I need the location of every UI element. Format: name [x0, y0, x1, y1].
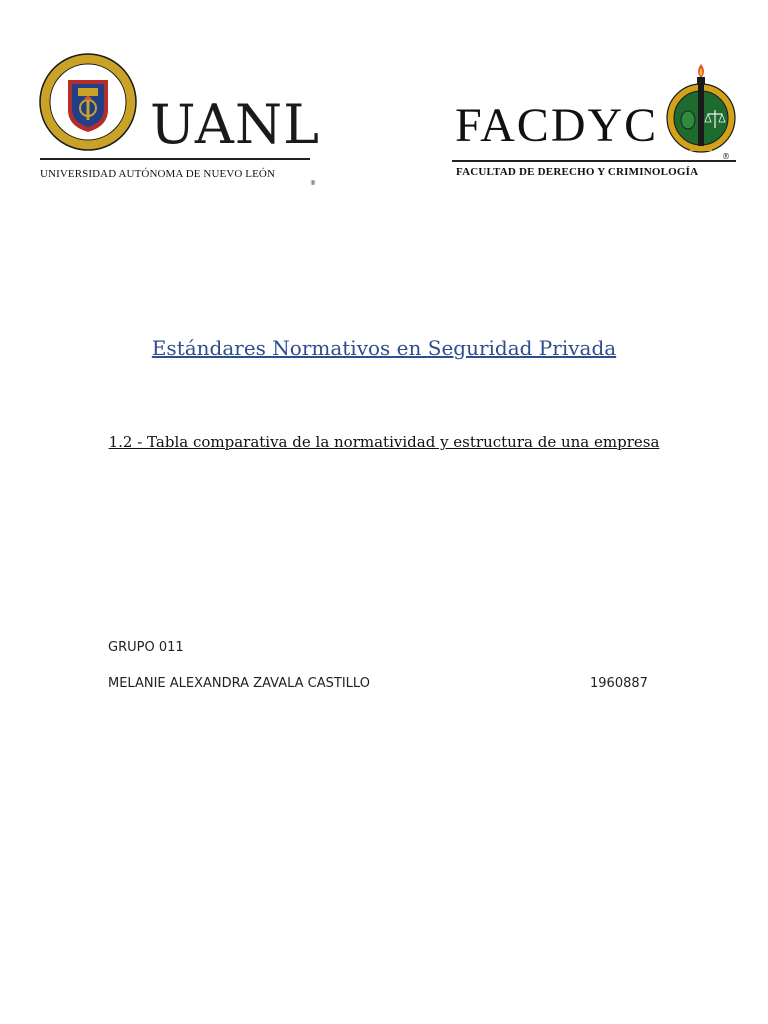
facdyc-registered-mark: ® [722, 152, 730, 161]
uanl-registered-mark: ® [310, 180, 316, 187]
student-id: 1960887 [590, 676, 648, 691]
facdyc-wordmark: FACDYC [455, 99, 659, 152]
document-title: Estándares Normativos en Seguridad Privada [151, 336, 617, 360]
uanl-subtitle: UNIVERSIDAD AUTÓNOMA DE NUEVO LEÓN [40, 168, 275, 180]
group-label: GRUPO 011 [108, 640, 184, 655]
facdyc-seal-icon [664, 62, 738, 162]
uanl-divider [40, 158, 310, 160]
facdyc-logo [450, 62, 750, 192]
student-name: MELANIE ALEXANDRA ZAVALA CASTILLO [108, 676, 370, 691]
facdyc-subtitle: FACULTAD DE DERECHO Y CRIMINOLOGÍA [456, 166, 699, 178]
uanl-seal-icon [38, 52, 138, 152]
uanl-wordmark: UANL [150, 93, 320, 156]
uanl-logo [38, 52, 318, 192]
document-subtitle: 1.2 - Tabla comparativa de la normatividad y estructura de una empresa [108, 433, 660, 451]
facdyc-divider [452, 160, 736, 162]
